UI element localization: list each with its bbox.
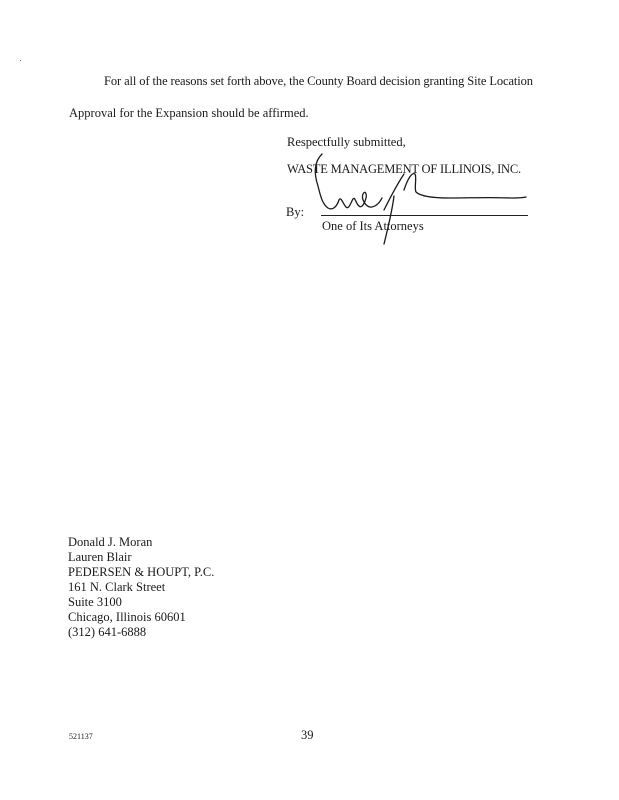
street-address: 161 N. Clark Street — [68, 580, 166, 594]
counsel-address-block — [68, 535, 214, 640]
document-id: 521137 — [69, 732, 93, 741]
company-name: WASTE MANAGEMENT OF ILLINOIS, INC. — [287, 162, 521, 176]
suite: Suite 3100 — [68, 595, 122, 609]
city-state-zip: Chicago, Illinois 60601 — [68, 610, 186, 624]
by-label: By: — [286, 205, 305, 219]
scan-speck — [20, 60, 21, 61]
conclusion-paragraph-line-1: For all of the reasons set forth above, the County Board decision granting Site Location — [104, 74, 533, 88]
handwritten-signature — [300, 152, 540, 247]
counsel-name-2: Lauren Blair — [68, 550, 132, 564]
firm-name: PEDERSEN & HOUPT, P.C. — [68, 565, 215, 579]
page-number: 39 — [301, 728, 314, 742]
conclusion-paragraph-line-2: Approval for the Expansion should be affirmed. — [69, 106, 309, 120]
counsel-name-1: Donald J. Moran — [68, 535, 153, 549]
closing-text: Respectfully submitted, — [287, 135, 406, 149]
signer-caption: One of Its Attorneys — [322, 219, 424, 233]
phone-number: (312) 641-6888 — [68, 625, 147, 639]
